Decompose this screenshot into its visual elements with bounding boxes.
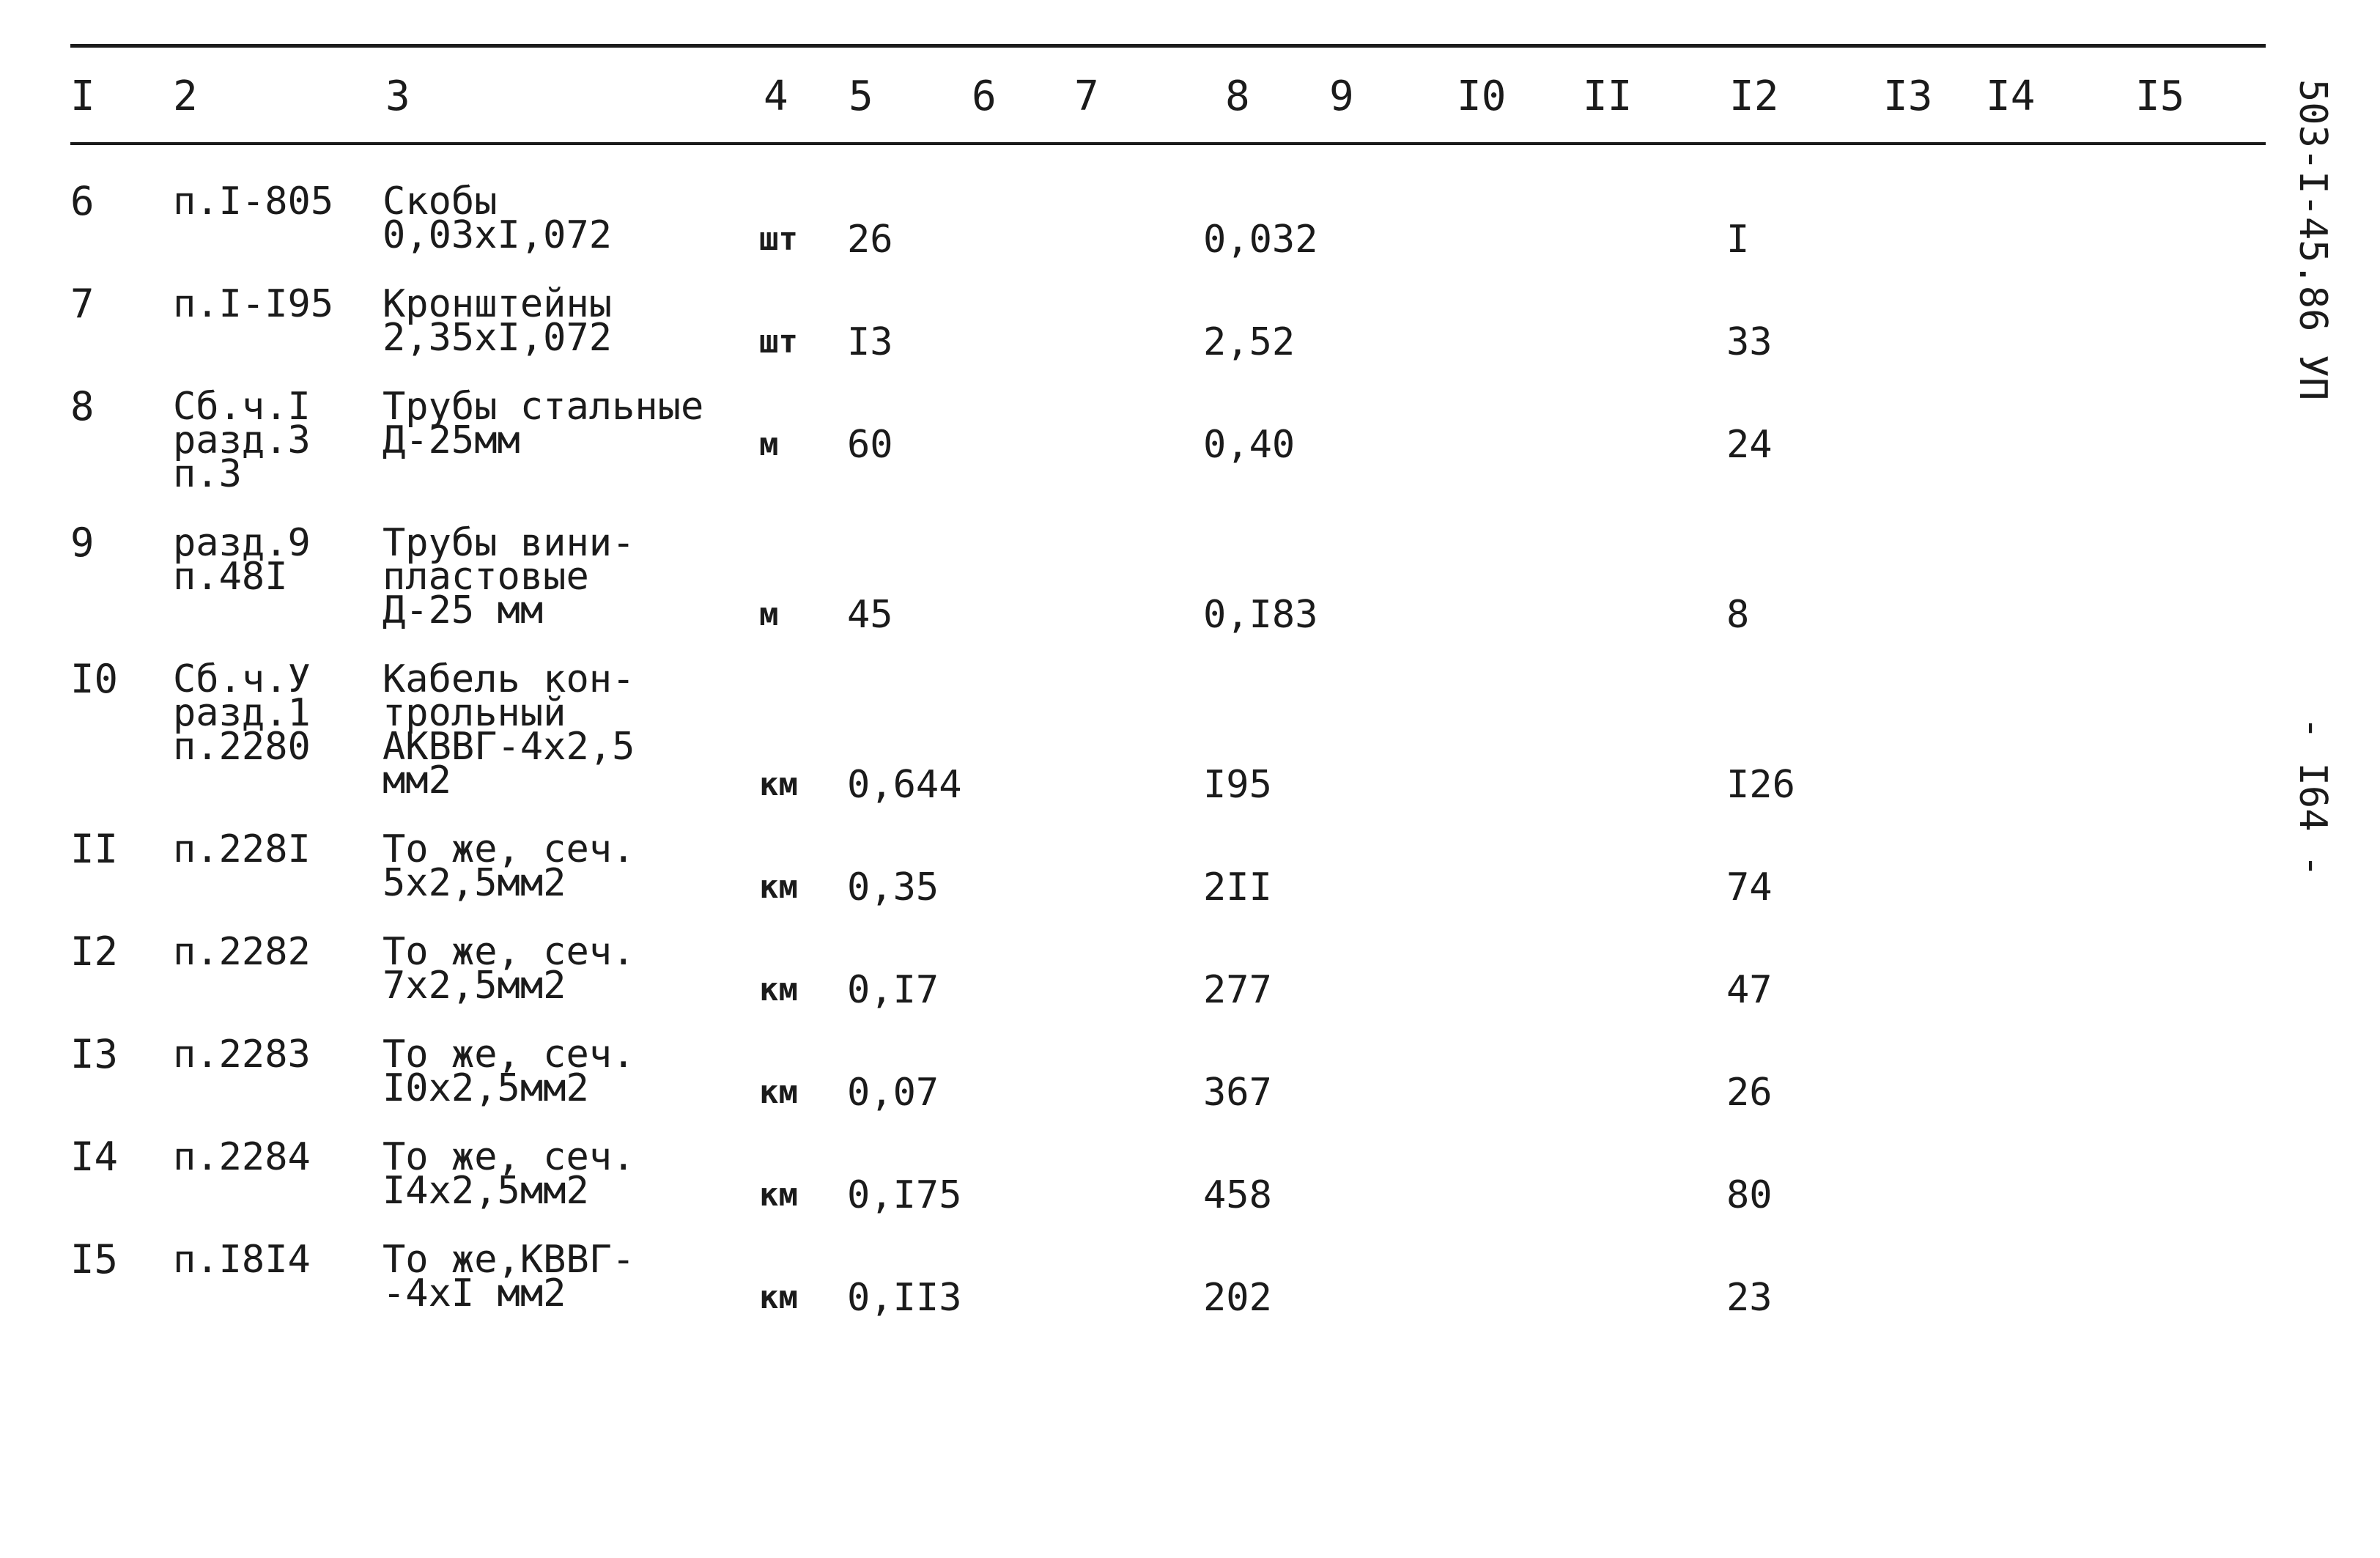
unit-price: 202 <box>1203 1276 1272 1320</box>
total-cost: 23 <box>1726 1276 1773 1320</box>
quantity: 60 <box>847 423 893 467</box>
item-name: То же, сеч. 5х2,5мм2 <box>382 827 635 905</box>
unit-price: 2,52 <box>1203 320 1296 364</box>
unit-price: 458 <box>1203 1173 1272 1217</box>
norm-reference: Сб.ч.У разд.1 п.2280 <box>173 657 311 769</box>
norm-reference: Сб.ч.I разд.3 п.3 <box>173 385 311 496</box>
total-cost: I26 <box>1726 763 1795 807</box>
unit: шт <box>759 323 798 361</box>
norm-reference: п.228I <box>173 827 311 871</box>
item-name: То же, сеч. I0х2,5мм2 <box>382 1033 635 1110</box>
quantity: 0,07 <box>847 1071 939 1115</box>
total-cost: 80 <box>1726 1173 1773 1217</box>
col-header-6: 6 <box>972 73 997 120</box>
item-name: Кронштейны 2,35хI,072 <box>382 282 613 360</box>
unit-price: I95 <box>1203 763 1272 807</box>
row-number: I4 <box>70 1134 119 1180</box>
row-number: 7 <box>70 281 95 327</box>
unit: км <box>759 971 798 1008</box>
header-rule <box>70 142 2266 145</box>
unit: км <box>759 1074 798 1111</box>
item-name: Трубы стальные Д-25мм <box>382 385 704 462</box>
col-header-13: I3 <box>1883 73 1933 120</box>
unit-price: 0,I83 <box>1203 593 1318 637</box>
total-cost: 26 <box>1726 1071 1773 1115</box>
page-number: - I64 - <box>2291 717 2335 878</box>
row-number: 9 <box>70 520 95 566</box>
total-cost: 74 <box>1726 865 1773 909</box>
unit: км <box>759 1279 798 1316</box>
quantity: 45 <box>847 593 893 637</box>
col-header-8: 8 <box>1225 73 1250 120</box>
unit: шт <box>759 221 798 258</box>
total-cost: 24 <box>1726 423 1773 467</box>
col-header-9: 9 <box>1329 73 1354 120</box>
quantity: I3 <box>847 320 893 364</box>
row-number: I3 <box>70 1031 119 1077</box>
col-header-11: II <box>1583 73 1633 120</box>
col-header-3: 3 <box>385 73 410 120</box>
item-name: То же,КВВГ- -4хI мм2 <box>382 1238 635 1315</box>
norm-reference: п.I-I95 <box>173 282 334 326</box>
unit-price: 367 <box>1203 1071 1272 1115</box>
item-name: Трубы вини- пластовые Д-25 мм <box>382 521 635 632</box>
item-name: То же, сеч. I4х2,5мм2 <box>382 1135 635 1213</box>
col-header-12: I2 <box>1729 73 1779 120</box>
total-cost: 33 <box>1726 320 1773 364</box>
quantity: 0,I75 <box>847 1173 962 1217</box>
col-header-7: 7 <box>1074 73 1099 120</box>
quantity: 0,I7 <box>847 968 939 1012</box>
col-header-15: I5 <box>2135 73 2185 120</box>
top-rule <box>70 44 2266 48</box>
row-number: I2 <box>70 928 119 975</box>
norm-reference: п.I-805 <box>173 180 334 224</box>
quantity: 0,644 <box>847 763 962 807</box>
item-name: То же, сеч. 7х2,5мм2 <box>382 930 635 1008</box>
total-cost: I <box>1726 218 1750 262</box>
total-cost: 47 <box>1726 968 1773 1012</box>
unit-price: 2II <box>1203 865 1272 909</box>
row-number: I0 <box>70 656 119 702</box>
col-header-1: I <box>70 73 95 120</box>
norm-reference: п.2284 <box>173 1135 311 1179</box>
col-header-14: I4 <box>1986 73 2036 120</box>
unit: м <box>759 426 779 463</box>
row-number: II <box>70 826 119 872</box>
row-number: 8 <box>70 383 95 429</box>
total-cost: 8 <box>1726 593 1750 637</box>
norm-reference: п.I8I4 <box>173 1238 311 1282</box>
unit-price: 277 <box>1203 968 1272 1012</box>
norm-reference: п.2282 <box>173 930 311 974</box>
unit: м <box>759 596 779 633</box>
quantity: 0,35 <box>847 865 939 909</box>
item-name: Скобы 0,03хI,072 <box>382 180 613 257</box>
quantity: 26 <box>847 218 893 262</box>
document-code: 503-I-45.86 УП <box>2291 79 2335 401</box>
unit-price: 0,032 <box>1203 218 1318 262</box>
col-header-10: I0 <box>1457 73 1507 120</box>
item-name: Кабель кон- трольный АКВВГ-4х2,5 мм2 <box>382 657 635 802</box>
quantity: 0,II3 <box>847 1276 962 1320</box>
unit: км <box>759 868 798 906</box>
col-header-4: 4 <box>764 73 788 120</box>
unit-price: 0,40 <box>1203 423 1296 467</box>
norm-reference: п.2283 <box>173 1033 311 1077</box>
norm-reference: разд.9 п.48I <box>173 521 311 599</box>
row-number: I5 <box>70 1236 119 1282</box>
col-header-5: 5 <box>849 73 873 120</box>
col-header-2: 2 <box>173 73 198 120</box>
unit: км <box>759 766 798 803</box>
row-number: 6 <box>70 178 95 224</box>
unit: км <box>759 1176 798 1214</box>
